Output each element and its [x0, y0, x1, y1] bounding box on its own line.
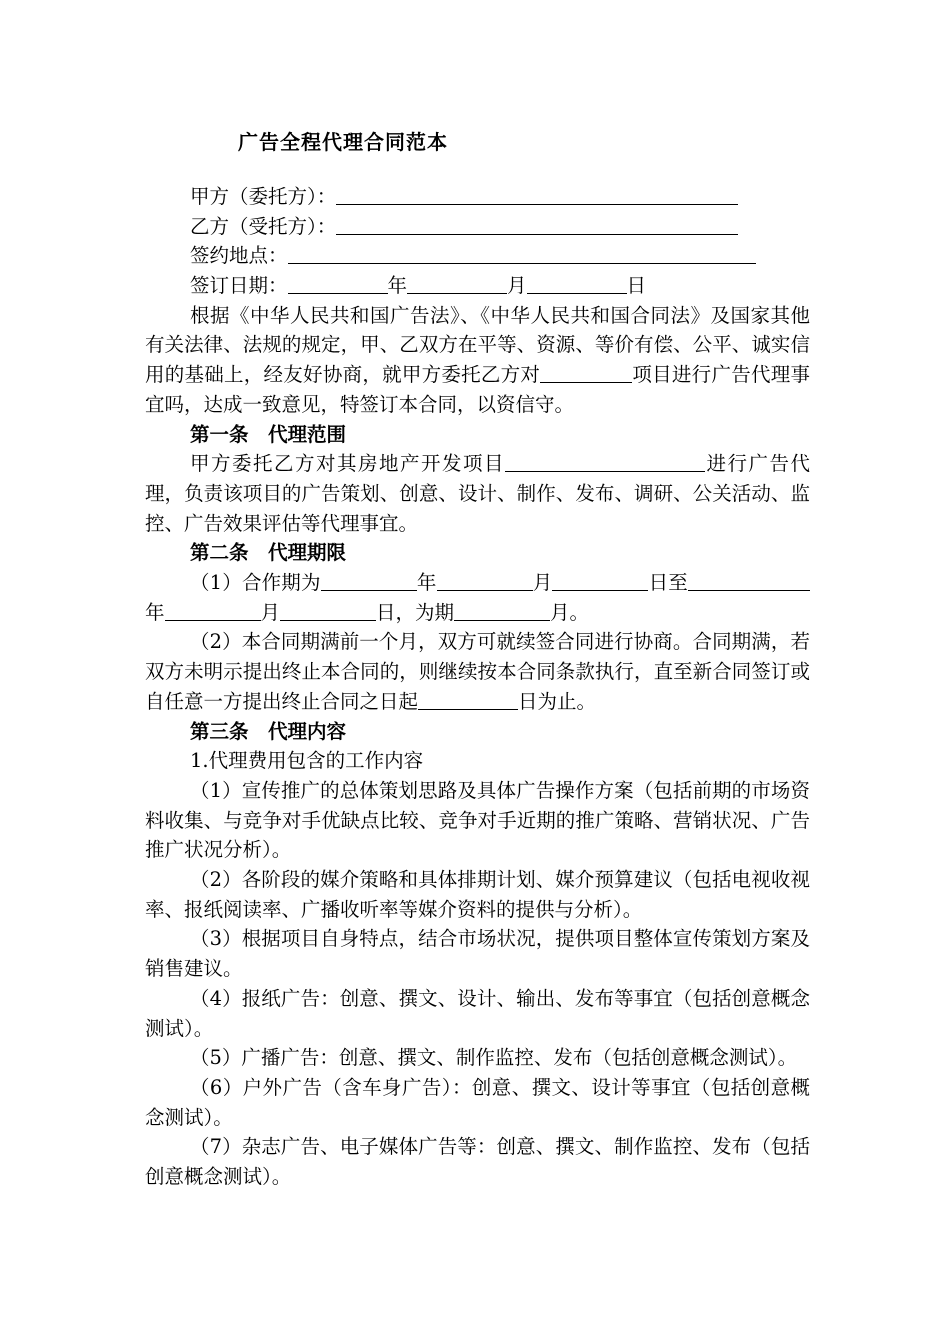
place-blank	[288, 243, 756, 264]
work-item-4: （4）报纸广告：创意、撰文、设计、输出、发布等事宜（包括创意概念测试）。	[145, 986, 810, 1040]
article-2-heading: 第二条 代理期限	[190, 541, 347, 565]
preamble-text: 根据《中华人民共和国广告法》、《中华人民共和国合同法》及国家其他有关法律、法规的规定，甲、乙双方在平等、资源、等价有偿、公平、诚实信用的基础上，经友好协商，就甲方委托乙方对	[145, 303, 810, 387]
term-month-label: 月	[532, 571, 553, 595]
party-a-blank	[336, 184, 738, 205]
party-b-line	[145, 212, 810, 242]
term-start-month-blank	[437, 570, 533, 591]
term-year2-label: 年	[145, 600, 165, 624]
renewal-text: （2）本合同期满前一个月，双方可就续签合同进行协商。合同期满，若双方未明示提出终止本合同的，则继续按本合同条款执行，直至新合同签订或自任意一方提出终止合同之日起	[145, 630, 810, 713]
date-year-blank	[288, 273, 388, 294]
work-item-1: （1）宣传推广的总体策划思路及具体广告操作方案（包括前期的市场资料收集、与竞争对手优缺点比较、竞争对手近期的推广策略、营销状况、广告推广状况分析）。	[145, 778, 810, 862]
article-2-term-paragraph	[145, 568, 810, 627]
place-line	[145, 241, 810, 271]
date-day-blank	[527, 273, 627, 294]
preamble-project-blank	[540, 362, 632, 383]
party-a-line	[145, 182, 810, 212]
article-1-paragraph	[145, 449, 810, 538]
date-month-blank	[407, 273, 507, 294]
work-item-3: （3）根据项目自身特点，结合市场状况，提供项目整体宣传策划方案及销售建议。	[145, 927, 810, 981]
renewal-text-end: 日为止。	[518, 689, 597, 713]
preamble-text-end: 项目进行广告代理事宜吗，达成一致意见，特签订本合同，以资信守。	[145, 363, 810, 416]
article-3-heading: 第三条 代理内容	[190, 719, 347, 743]
term-day2-label: 日，为期	[376, 600, 455, 624]
date-month-label: 月	[507, 274, 527, 298]
term-intro: （1）合作期为	[190, 571, 321, 595]
article-1-project-blank	[505, 451, 705, 472]
contract-body	[145, 182, 810, 1192]
party-b-label: 乙方（受托方）：	[190, 214, 337, 238]
work-item-2: （2）各阶段的媒介策略和具体排期计划、媒介预算建议（包括电视收视率、报纸阅读率、广播收听率等媒介资料的提供与分析）。	[145, 868, 810, 921]
work-item-5: （5）广播广告：创意、撰文、制作监控、发布（包括创意概念测试）。	[190, 1046, 798, 1070]
article-2-renewal-paragraph	[145, 627, 810, 716]
article-1-heading: 第一条 代理范围	[190, 422, 347, 446]
date-line	[145, 271, 810, 301]
party-b-blank	[336, 214, 738, 235]
term-start-day-blank	[552, 570, 648, 591]
work-item-6: （6）户外广告（含车身广告）：创意、撰文、设计等事宜（包括创意概念测试）。	[145, 1075, 810, 1129]
article-1-text: 甲方委托乙方对其房地产开发项目	[190, 452, 505, 476]
place-label: 签约地点：	[190, 244, 288, 268]
document-title: 广告全程代理合同范本	[238, 130, 448, 154]
work-item-7: （7）杂志广告、电子媒体广告等：创意、撰文、制作监控、发布（包括创意概念测试）。	[145, 1135, 810, 1189]
party-a-label: 甲方（委托方）：	[190, 185, 337, 208]
term-months-label: 月。	[550, 600, 590, 624]
term-month2-label: 月	[260, 600, 281, 624]
term-day-to-label: 日至	[648, 571, 688, 595]
term-end-month-blank	[165, 600, 261, 621]
term-year-label: 年	[416, 571, 437, 595]
date-day-label: 日	[626, 274, 647, 298]
renewal-days-blank	[418, 689, 518, 710]
term-start-year-blank	[321, 570, 417, 591]
term-end-year-blank-b	[788, 570, 810, 591]
date-year-label: 年	[387, 274, 408, 298]
term-duration-blank	[454, 600, 550, 621]
term-end-day-blank	[280, 600, 376, 621]
date-label: 签订日期：	[190, 274, 288, 298]
article-3-subheading: 1.代理费用包含的工作内容	[190, 749, 424, 773]
article-1-text-end: 进行广告代理，负责该项目的广告策划、创意、设计、制作、发布、调研、公关活动、监控、广告效果评估等代理事宜。	[145, 452, 810, 535]
term-end-year-blank-a	[688, 570, 788, 591]
preamble-paragraph	[145, 301, 810, 420]
